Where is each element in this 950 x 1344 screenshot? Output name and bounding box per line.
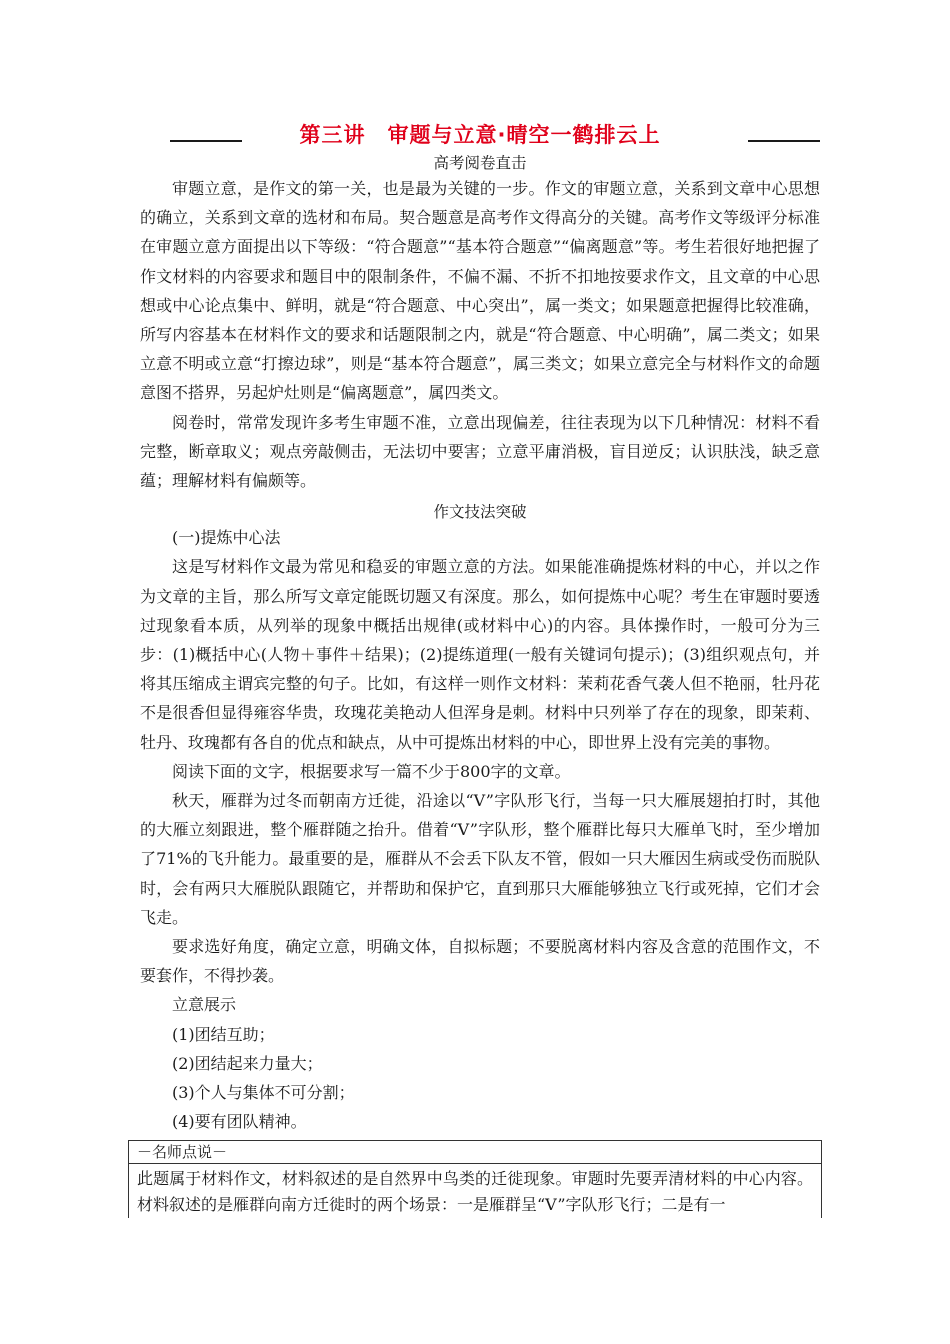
tip-body (129, 1164, 821, 1218)
section-heading-exam-review: 高考阅卷直击 (433, 154, 527, 172)
section-heading-techniques: 作文技法突破 (433, 503, 527, 522)
paragraph-grading: 阅卷时，常常发现许多考生审题不准，立意出现偏差，往往表现为以下几种情况：材料不看完整，断章取义；观点旁敲侧击，无法切中要害；立意平庸消极，盲目逆反；认识肤浅，缺乏意蕴；理解材料有偏颇等。 (140, 412, 820, 491)
idea-item: (1)团结互助； (172, 1024, 275, 1044)
method-label: (一)提炼中心法 (172, 528, 281, 548)
paragraph-method: 这是写材料作文最为常见和稳妥的审题立意的方法。如果能准确提炼材料的中心，并以之作为文章的主旨，那么所写文章定能既切题又有深度。那么，如何提炼中心呢？考生在审题时要透过现象看本质，从列举的现象中概括出规律(或材料中心)的内容。具体操作时，一般可分为三步：(1)概括中心(人物＋事件＋结果)；(2)提练道理(一般有关键词句提示)；(3)组织观点句，并将其压缩成主谓宾完整的句子。比如，有这样一则作文材料：茉莉花香气袭人但不艳丽，牡丹花不是很香但显得雍容华贵，玫瑰花美艳动人但浑身是刺。材料中只列举了存在的现象，即茉莉、牡丹、玫瑰都有各自的优点和缺点，从中可提炼出材料的中心，即世界上没有完美的事物。 (140, 557, 820, 752)
teacher-tip-box (128, 1140, 822, 1218)
tip-heading: －名师点说－ (129, 1141, 821, 1164)
paragraph-prompt: 阅读下面的文字，根据要求写一篇不少于800字的文章。 (172, 761, 571, 781)
lecture-title: 第三讲 审题与立意·晴空一鹤排云上 (299, 123, 661, 147)
idea-item: (3)个人与集体不可分割； (172, 1083, 355, 1103)
title-rule-right (748, 140, 820, 142)
paragraph-intro: 审题立意，是作文的第一关，也是最为关键的一步。作文的审题立意，关系到文章中心思想的确立，关系到文章的选材和布局。契合题意是高考作文得高分的关键。高考作文等级评分标准在审题立意方面提出以下等级：“符合题意”“基本符合题意”“偏离题意”等。考生若很好地把握了作文材料的内容要求和题目中的限制条件，不偏不漏、不折不扣地按要求作文，且文章的中心思想或中心论点集中、鲜明，就是“符合题意、中心突出”，属一类文；如果题意把握得比较准确，所写内容基本在材料作文的要求和话题限制之内，就是“符合题意、中心明确”，属二类文；如果立意不明或立意“打擦边球”，则是“基本符合题意”，属三类文；如果立意完全与材料作文的命题意图不搭界，另起炉灶则是“偏离题意”，属四类文。 (140, 179, 820, 403)
paragraph-requirements: 要求选好角度，确定立意，明确文体，自拟标题；不要脱离材料内容及含意的范围作文，不要套作，不得抄袭。 (140, 937, 820, 986)
title-rule-left (170, 140, 242, 142)
document-page (140, 118, 820, 1137)
ideas-label: 立意展示 (172, 995, 237, 1015)
tip-text: 此题属于材料作文，材料叙述的是自然界中鸟类的迁徙现象。审题时先要弄清材料的中心内容。材料叙述的是雁群向南方迁徙时的两个场景：一是雁群呈“V”字队形飞行；二是有一 (137, 1169, 813, 1214)
paragraph-material: 秋天，雁群为过冬而朝南方迁徙，沿途以“V”字队形飞行，当每一只大雁展翅拍打时，其他的大雁立刻跟进，整个雁群随之抬升。借着“V”字队形，整个雁群比每只大雁单飞时，至少增加了71%的飞升能力。最重要的是，雁群从不会丢下队友不管，假如一只大雁因生病或受伤而脱队时，会有两只大雁脱队跟随它，并帮助和保护它，直到那只大雁能够独立飞行或死掉，它们才会飞走。 (140, 791, 820, 927)
title-row (140, 118, 820, 152)
idea-item: (2)团结起来力量大； (172, 1053, 323, 1073)
idea-item: (4)要有团队精神。 (172, 1112, 307, 1132)
